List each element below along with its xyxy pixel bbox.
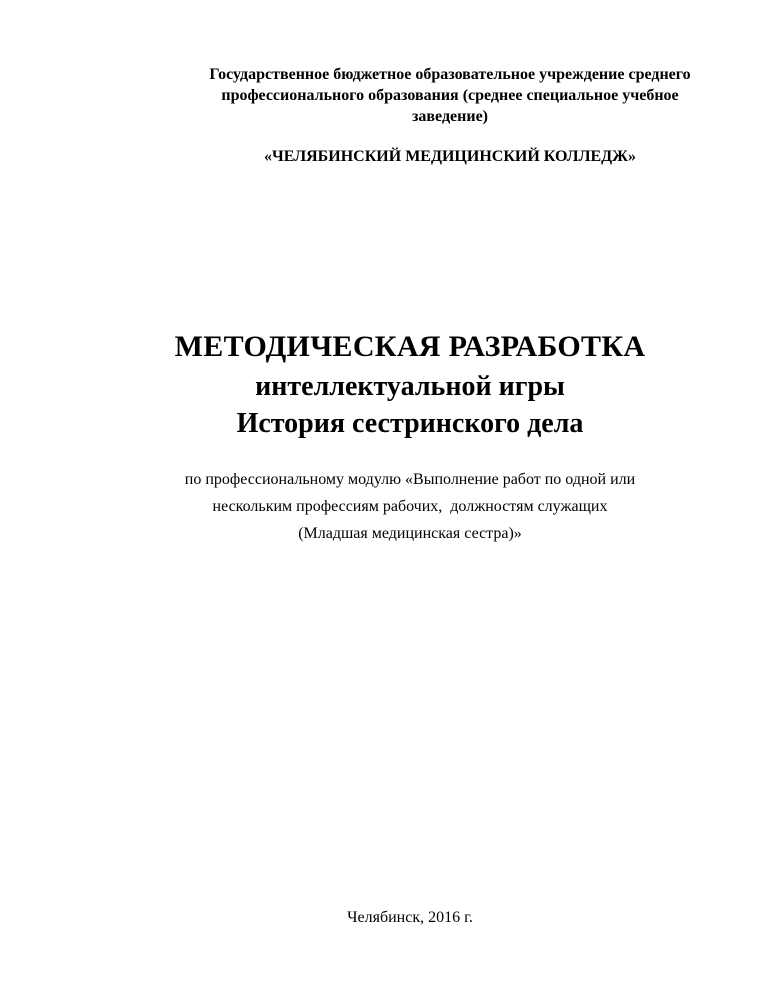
institution-header	[150, 64, 750, 127]
module-description	[90, 466, 730, 547]
module-line-1: по профессиональному модулю «Выполнение работ по одной или	[184, 471, 636, 488]
document-topic: История сестринского дела	[236, 408, 584, 439]
module-line-2: нескольким профессиям рабочих, должностям служащих	[212, 498, 608, 515]
module-line-3: (Младшая медицинская сестра)»	[298, 525, 522, 542]
college-name: «ЧЕЛЯБИНСКИЙ МЕДИЦИНСКИЙ КОЛЛЕДЖ»	[264, 148, 636, 165]
institution-line-3: заведение)	[411, 108, 489, 125]
institution-line-1: Государственное бюджетное образовательное учреждение среднего	[209, 66, 691, 83]
city-year: Челябинск, 2016 г.	[347, 909, 473, 926]
institution-line-2: профессионального образования (среднее специальное учебное	[221, 87, 679, 104]
document-subtitle: интеллектуальной игры	[255, 371, 565, 402]
document-title: МЕТОДИЧЕСКАЯ РАЗРАБОТКА	[174, 330, 646, 363]
